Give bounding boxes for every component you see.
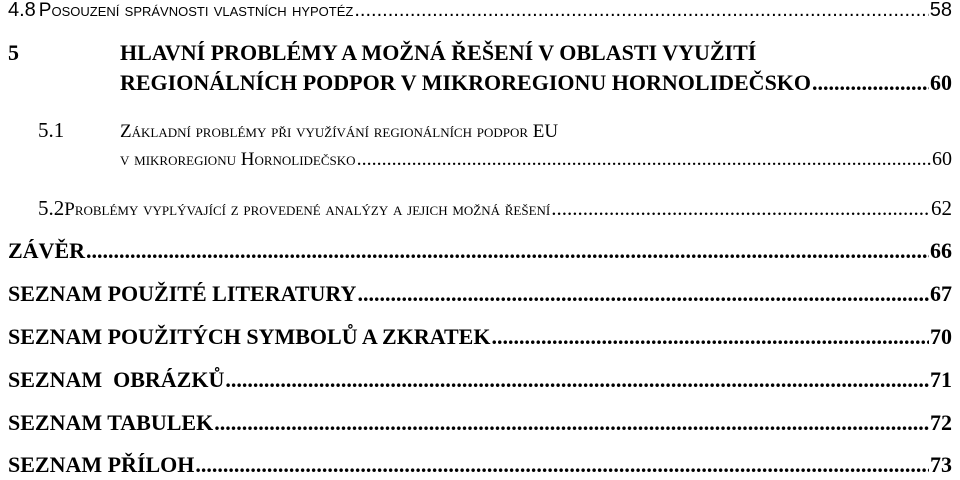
toc-leader-dots <box>812 70 929 96</box>
toc-page-number: 60 <box>932 148 952 170</box>
toc-leader-dots <box>195 452 929 478</box>
toc-page-number: 58 <box>929 0 952 21</box>
toc-entry-5-1[interactable] <box>0 118 960 178</box>
toc-page-number: 70 <box>930 324 952 349</box>
toc-page-number: 62 <box>931 196 952 220</box>
toc-title: SEZNAM TABULEK <box>8 410 214 435</box>
toc-page-number: 73 <box>930 452 952 477</box>
toc-title: ZÁVĚR <box>8 238 86 263</box>
toc-title: Posouzení správnosti vlastních hypotéz <box>38 0 354 21</box>
toc-page-number: 71 <box>930 367 952 392</box>
toc-title: Problémy vyplývající z provedené analýzy a jejich možná řešení <box>64 199 551 220</box>
toc-entry-4-8[interactable] <box>8 0 952 27</box>
toc-number: 5.1 <box>38 118 65 142</box>
toc-leader-dots <box>354 0 928 22</box>
toc-title: SEZNAM OBRÁZKŮ <box>8 367 225 392</box>
toc-entry-symboly[interactable] <box>8 324 952 350</box>
toc-number: 5 <box>8 40 19 65</box>
toc-page-number: 60 <box>930 70 952 95</box>
toc-entry-obrazky[interactable] <box>8 367 952 393</box>
toc-title-line1: HLAVNÍ PROBLÉMY A MOŽNÁ ŘEŠENÍ V OBLASTI VYUŽITÍ <box>120 40 757 65</box>
toc-leader-dots <box>225 367 929 393</box>
toc-entry-5-2[interactable] <box>38 196 952 221</box>
toc-leader-dots <box>491 324 929 350</box>
toc-entry-tabulky[interactable] <box>8 410 952 436</box>
toc-title: SEZNAM PŘÍLOH <box>8 452 195 477</box>
toc-number: 5.2 <box>38 196 65 220</box>
toc-title-line2: REGIONÁLNÍCH PODPOR V MIKROREGIONU HORNOLIDEČSKO <box>120 70 812 95</box>
toc-title-line1: Základní problémy při využívání regionálních podpor EU <box>120 121 559 142</box>
toc-leader-dots <box>357 148 931 171</box>
toc-page-number: 72 <box>930 410 952 435</box>
toc-title: SEZNAM POUŽITÉ LITERATURY <box>8 281 357 306</box>
toc-leader-dots <box>214 410 929 436</box>
toc-entry-prilohy[interactable] <box>8 452 952 478</box>
toc-title: SEZNAM POUŽITÝCH SYMBOLŮ A ZKRATEK <box>8 324 491 349</box>
toc-leader-dots <box>86 238 929 264</box>
toc-leader-dots <box>551 196 930 221</box>
toc-entry-literatura[interactable] <box>8 281 952 307</box>
toc-page-number: 66 <box>930 238 952 263</box>
toc-title-line2: v mikroregionu Hornolidečsko <box>120 149 356 170</box>
toc-entry-5[interactable] <box>0 40 960 100</box>
toc-leader-dots <box>357 281 929 307</box>
toc-page-number: 67 <box>930 281 952 306</box>
toc-entry-zaver[interactable] <box>8 238 952 264</box>
toc-number: 4.8 <box>8 0 36 21</box>
